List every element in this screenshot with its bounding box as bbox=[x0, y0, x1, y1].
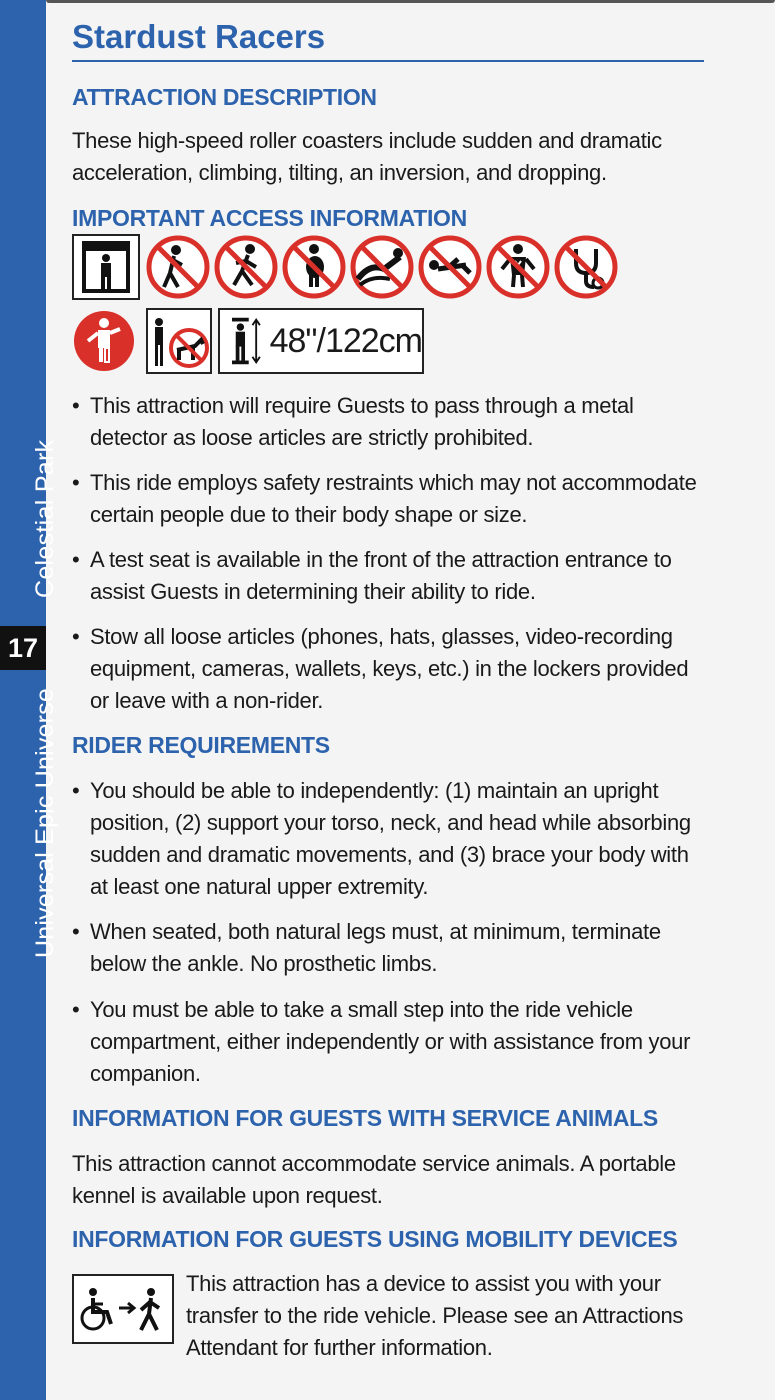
no-back-injury-icon bbox=[146, 235, 210, 299]
height-requirement-icon bbox=[218, 308, 424, 374]
access-info-heading: IMPORTANT ACCESS INFORMATION bbox=[72, 205, 467, 231]
metal-detector-icon bbox=[72, 234, 140, 300]
no-motion-sickness-icon bbox=[214, 235, 278, 299]
attraction-description-text: These high-speed roller coasters include sudden and dramatic acceleration, climbing, tilting, an inversion, and dropping. bbox=[72, 128, 662, 185]
spine-park-name: Celestial Park bbox=[31, 439, 59, 598]
service-animals-heading: INFORMATION FOR GUESTS WITH SERVICE ANIMALS bbox=[72, 1105, 658, 1131]
page-top-edge bbox=[46, 0, 775, 3]
mobility-devices-text: This attraction has a device to assist you with your transfer to the ride vehicle. Please see an Attractions Attendant for further information. bbox=[186, 1271, 684, 1360]
no-pregnancy-icon bbox=[282, 235, 346, 299]
rider-bullet-1: • You should be able to independently: (1) maintain an upright position, (2) support your torso, neck, and head while absorbing sudden and dramatic movements, and (3) brace your body with at least one natural upper extremity. bbox=[72, 775, 712, 903]
mobility-devices-heading: INFORMATION FOR GUESTS USING MOBILITY DEVICES bbox=[72, 1226, 678, 1252]
access-bullet-4: • Stow all loose articles (phones, hats, glasses, video-recording equipment, cameras, wallets, keys, etc.) in the lockers provided or leave with a non-rider. bbox=[72, 621, 712, 717]
rider-bullet-3: • You must be able to take a small step into the ride vehicle compartment, either independently or with assistance from your companion. bbox=[72, 994, 712, 1090]
access-bullet-2: • This ride employs safety restraints which may not accommodate certain people due to their body shape or size. bbox=[72, 467, 712, 531]
page-number: 17 bbox=[0, 626, 46, 670]
rider-bullet-2: • When seated, both natural legs must, at minimum, terminate below the ankle. No prosthetic limbs. bbox=[72, 916, 712, 980]
no-heart-condition-icon bbox=[486, 235, 550, 299]
access-bullet-3: • A test seat is available in the front of the attraction entrance to assist Guests in determining their ability to ride. bbox=[72, 544, 712, 608]
no-service-animals-icon bbox=[146, 308, 212, 374]
wheelchair-transfer-icon bbox=[72, 1274, 174, 1344]
attraction-description-heading: ATTRACTION DESCRIPTION bbox=[72, 84, 377, 110]
height-requirement-label: 48"/122cm bbox=[269, 321, 422, 360]
page-title: Stardust Racers bbox=[72, 18, 326, 55]
no-lying-down-icon bbox=[418, 235, 482, 299]
title-divider bbox=[72, 60, 704, 62]
no-water-exposure-icon bbox=[350, 235, 414, 299]
access-icons-row-1 bbox=[72, 234, 622, 300]
side-spine bbox=[0, 0, 59, 1400]
access-icons-row-2 bbox=[72, 308, 424, 374]
access-bullet-1: • This attraction will require Guests to pass through a metal detector as loose articles are strictly prohibited. bbox=[72, 390, 712, 454]
service-animals-text: This attraction cannot accommodate service animals. A portable kennel is available upon request. bbox=[72, 1151, 676, 1208]
no-medical-condition-icon bbox=[554, 235, 618, 299]
spine-resort-name: Universal Epic Universe bbox=[31, 688, 59, 958]
no-prosthetic-limbs-icon bbox=[72, 309, 136, 373]
rider-requirements-heading: RIDER REQUIREMENTS bbox=[72, 732, 330, 758]
